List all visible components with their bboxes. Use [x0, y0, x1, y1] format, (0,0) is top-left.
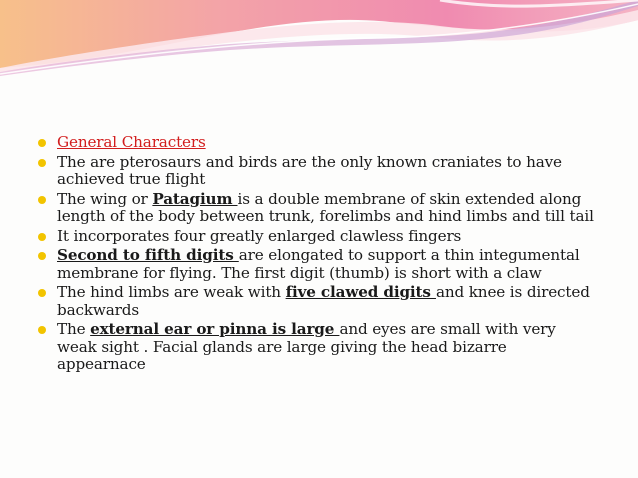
slide-content	[38, 134, 598, 376]
emphasis-term: five clawed digits	[285, 283, 436, 301]
slide-heading: General Characters	[57, 133, 206, 151]
bullet-icon	[38, 252, 46, 260]
bullet-ear	[38, 321, 598, 374]
bullet-text: and knee is directed backwards	[57, 283, 590, 319]
bullet-text: are elongated to support a thin integumental membrane for flying. The first digit (thumb) is short with a claw	[57, 246, 580, 282]
bullet-fingers	[38, 228, 598, 246]
bullet-icon	[38, 159, 46, 167]
heading-item	[38, 134, 598, 152]
bullet-icon	[38, 196, 46, 204]
bullet-icon	[38, 233, 46, 241]
bullet-flight	[38, 154, 598, 189]
header-wave-decoration	[0, 0, 638, 80]
bullet-icon	[38, 326, 46, 334]
emphasis-term: external ear or pinna is large	[90, 320, 340, 338]
bullet-text: and eyes are small with very weak sight . Facial glands are large giving the head bizarre appearnace	[57, 320, 556, 373]
bullet-text: It incorporates four greatly enlarged clawless fingers	[57, 226, 462, 245]
bullet-icon	[38, 289, 46, 297]
emphasis-term: Second to fifth digits	[57, 246, 239, 264]
bullet-icon	[38, 139, 46, 147]
emphasis-term: Patagium	[152, 189, 238, 208]
bullet-text: The are pterosaurs and birds are the only known craniates to have achieved true flight	[57, 152, 562, 188]
bullet-text: is a double membrane of skin extended along length of the body between trunk, forelimbs and hind limbs and till tail	[57, 189, 594, 225]
bullet-patagium	[38, 191, 598, 226]
bullet-digits	[38, 247, 598, 282]
bullet-list	[38, 134, 598, 374]
bullet-text: The hind limbs are weak with	[57, 283, 286, 301]
bullet-text: The wing or	[57, 189, 153, 208]
bullet-text: The	[57, 320, 91, 338]
bullet-hind-limbs	[38, 284, 598, 319]
